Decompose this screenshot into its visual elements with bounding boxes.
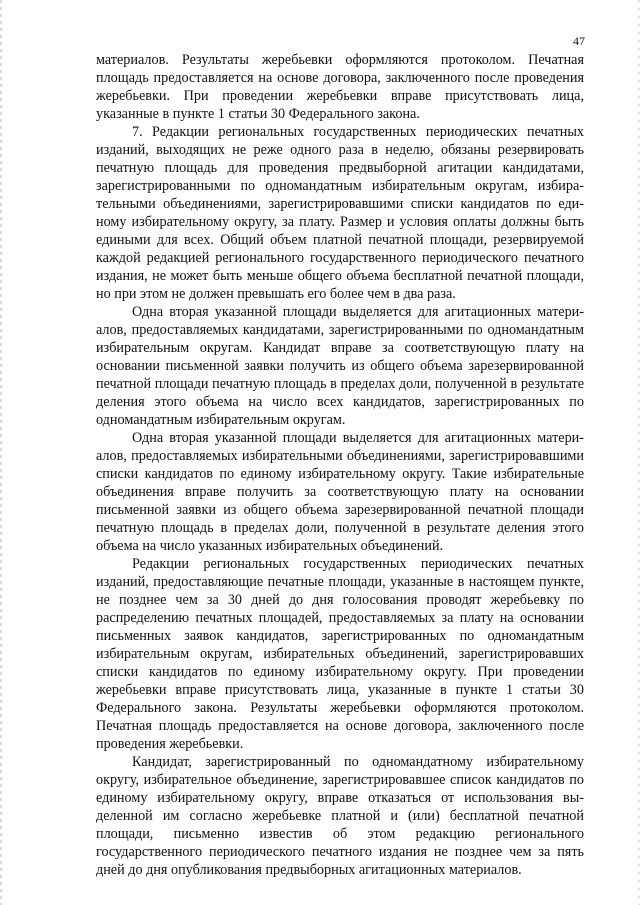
paragraph-item-7: 7. Редакции региональных государственных периодических печатных изданий, выходящих не реже одного раза в неделю, обязаны резервировать печатную площадь для проведения предвыборной агитации кандидатами, зарегистрированными по одномандатным избирательным округам, избирательными объединениями, зарегистрировавшими списки кандидатов по единому избирательному округу, за плату. Размер и условия оплаты должны быть едиными для всех. Общий объем платной печатной площади, резервируемой каждой редакцией регионального государственного периодического печатного издания, не может быть меньше общего объема бесплатной печатной площади, но при этом не должен превышать его более чем в два раза. — [96, 124, 584, 302]
paragraph-lottery: Редакции региональных государственных периодических печатных изданий, предоставляющие печатные площади, указанные в настоящем пункте, не позднее чем за 30 дней до дня голосования проводят жеребьевку по распределению печатных площадей, предоставляемых за плату на основании письменных заявок кандидатов, зарегистрированных по одномандатным избирательным округам, избирательных объединений, зарегистрировавших списки кандидатов по единому избирательному округу. При проведении жеребьевки вправе присутствовать лица, указанные в пункте 1 статьи 30 Федерального закона. Результаты жеребьевки оформляются протоколом. Печатная площадь предоставляется на основе договора, заключенного после проведения жеребьевки. — [96, 556, 584, 752]
paragraph-candidates-share: Одна вторая указанной площади выделяется для агитационных материалов, предоставляемых кандидатами, зарегистрированными по одномандатным избирательным округам. Кандидат вправе за соответствующую плату на основании письменной заявки получить из общего объема зарезервированной печатной площади печатную площадь в пределах доли, полученной в результате деления этого объема на число всех кандидатов, зарегистрированных по одномандатным избирательным округам. — [96, 304, 584, 428]
paragraph-associations-share: Одна вторая указанной площади выделяется для агитационных материалов, предоставляемых избирательными объединениями, зарегистрировавшими списки кандидатов по единому избирательному округу. Такие избирательные объединения вправе получить за соответствующую плату на основании письменной заявки из общего объема зарезервированной печатной площади печатную площадь в пределах доли, полученной в результате деления этого объема на число указанных избирательных объединений. — [96, 430, 584, 554]
scan-edge-left — [0, 0, 2, 905]
page-number: 47 — [573, 34, 585, 48]
paragraph-refusal: Кандидат, зарегистрированный по одномандатному избирательному округу, избирательное объединение, зарегистрировавшее список кандидатов по единому избирательному округу, вправе отказаться от использования выделенной им согласно жеребьевке платной и (или) бесплатной печатной площади, письменно известив об этом редакцию регионального государственного периодического печатного издания не позднее чем за пять дней до дня опубликования предвыборных агитационных материалов. — [96, 754, 584, 878]
paragraph-continuation: материалов. Результаты жеребьевки оформляются протоколом. Печатная площадь предоставляется на основе договора, заключенного после проведения жеребьевки. При проведении жеребьевки вправе присутствовать лица, указанные в пункте 1 статьи 30 Федерального закона. — [96, 52, 584, 122]
document-body — [96, 51, 584, 879]
